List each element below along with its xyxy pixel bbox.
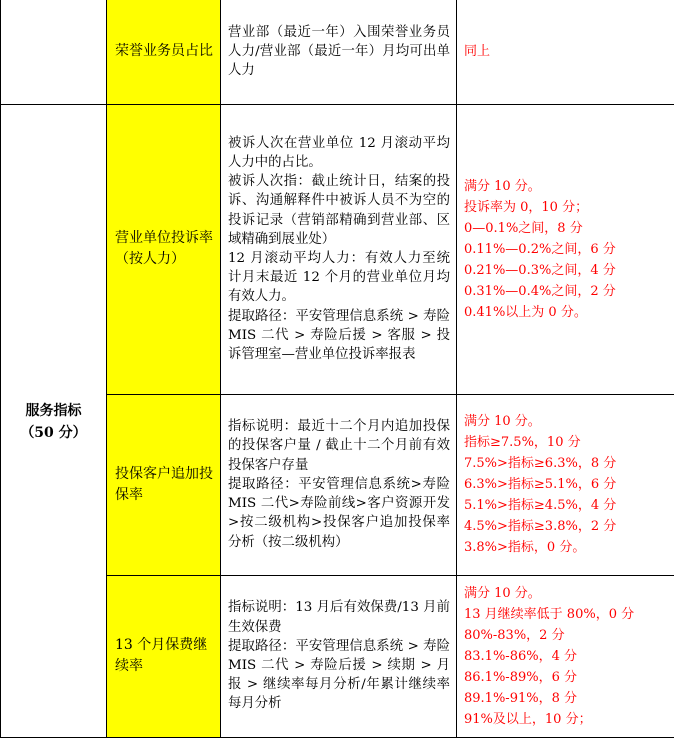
scoring-line: 同上 bbox=[464, 44, 491, 60]
indicator-description-cell bbox=[221, 394, 457, 575]
scoring-line: 满分 10 分。 bbox=[464, 414, 541, 429]
indicator-name-cell bbox=[107, 394, 221, 575]
description-line: 被诉人次在营业单位 12 月滚动平均人力中的占比。 bbox=[228, 135, 450, 170]
description-line: 提取路径：平安管理信息系统>寿险 MIS 二代>寿险前线>客户资源开发>按二级机构>投保客户追加投保率分析（按二级机构） bbox=[228, 476, 455, 550]
scoring-line: 3.8%>指标，0 分。 bbox=[464, 540, 586, 555]
scoring-line: 0—0.1%之间，8 分 bbox=[464, 220, 583, 236]
indicator-name: 营业单位投诉率（按人力） bbox=[115, 230, 213, 267]
scoring-line: 80%-83%，2 分 bbox=[464, 627, 565, 643]
scoring-line: 91%及以上，10 分； bbox=[464, 711, 592, 727]
indicator-name-cell bbox=[107, 575, 221, 737]
scoring-rule-cell bbox=[457, 0, 674, 104]
scoring-line: 6.3%>指标≥5.1%，6 分 bbox=[464, 477, 617, 492]
table-row bbox=[1, 104, 674, 394]
description-line: 12 月滚动平均人力：有效人力至统计月末最近 12 个月的营业单位月均有效人力。 bbox=[228, 251, 450, 305]
description-line: 提取路径：平安管理信息系统 > 寿险 MIS 二代 > 寿险后援 > 续期 > 月报 > 继续率每月分析/年累计继续率每月分析 bbox=[228, 638, 455, 712]
scoring-line: 89.1%-91%，8 分 bbox=[464, 690, 577, 706]
description-line: 被诉人次指：截止统计日，结案的投诉、沟通解释件中被诉人员不为空的投诉记录（营销部精确到营业部、区域精确到展业处） bbox=[228, 174, 450, 247]
description-line: 指标说明：最近十二个月内追加投保的投保客户量 / 截止十二个月前有效投保客户存量 bbox=[228, 419, 450, 473]
indicator-description-cell bbox=[221, 104, 457, 394]
scoring-line: 4.5%>指标≥3.8%，2 分 bbox=[464, 519, 617, 534]
table-row bbox=[1, 0, 674, 104]
category-score: （50 分） bbox=[20, 424, 87, 441]
indicator-description-cell bbox=[221, 575, 457, 737]
scoring-rule-cell bbox=[457, 104, 674, 394]
description-line: 指标说明：13 月后有效保费/13 月前生效保费 bbox=[228, 600, 450, 635]
scoring-rule-cell bbox=[457, 394, 674, 575]
indicator-description-cell bbox=[221, 0, 457, 104]
indicator-name: 荣誉业务员占比 bbox=[115, 43, 213, 60]
indicator-name-cell bbox=[107, 104, 221, 394]
scoring-line: 5.1%>指标≥4.5%，4 分 bbox=[464, 498, 617, 513]
scoring-line: 83.1%-86%，4 分 bbox=[464, 648, 577, 664]
scoring-line: 0.31%—0.4%之间，2 分 bbox=[464, 283, 616, 299]
category-cell bbox=[1, 104, 107, 737]
indicator-name: 13 个月保费继续率 bbox=[115, 637, 208, 674]
scoring-line: 满分 10 分。 bbox=[464, 585, 541, 601]
scoring-rule-cell bbox=[457, 575, 674, 737]
category-cell-empty bbox=[1, 0, 107, 104]
scoring-line: 86.1%-89%，6 分 bbox=[464, 669, 577, 685]
indicator-name: 投保客户追加投保率 bbox=[115, 465, 213, 503]
scoring-line: 13 月继续率低于 80%，0 分 bbox=[464, 606, 635, 622]
category-title: 服务指标 bbox=[25, 402, 82, 419]
description-line: 提取路径：平安管理信息系统 > 寿险 MIS 二代 > 寿险后援 > 客服 > 投诉管理室—营业单位投诉率报表 bbox=[228, 308, 455, 363]
scoring-line: 0.41%以上为 0 分。 bbox=[464, 304, 587, 320]
scoring-line: 指标≥7.5%，10 分 bbox=[464, 435, 581, 450]
scoring-line: 7.5%>指标≥6.3%，8 分 bbox=[464, 456, 617, 471]
scoring-line: 投诉率为 0，10 分； bbox=[464, 199, 589, 215]
scoring-line: 满分 10 分。 bbox=[464, 178, 541, 194]
description-line: 营业部（最近一年）入围荣誉业务员人力/营业部（最近一年）月均可出单人力 bbox=[228, 24, 450, 79]
scoring-line: 0.21%—0.3%之间，4 分 bbox=[464, 262, 616, 278]
indicator-name-cell bbox=[107, 0, 221, 104]
scoring-line: 0.11%—0.2%之间，6 分 bbox=[464, 241, 616, 257]
